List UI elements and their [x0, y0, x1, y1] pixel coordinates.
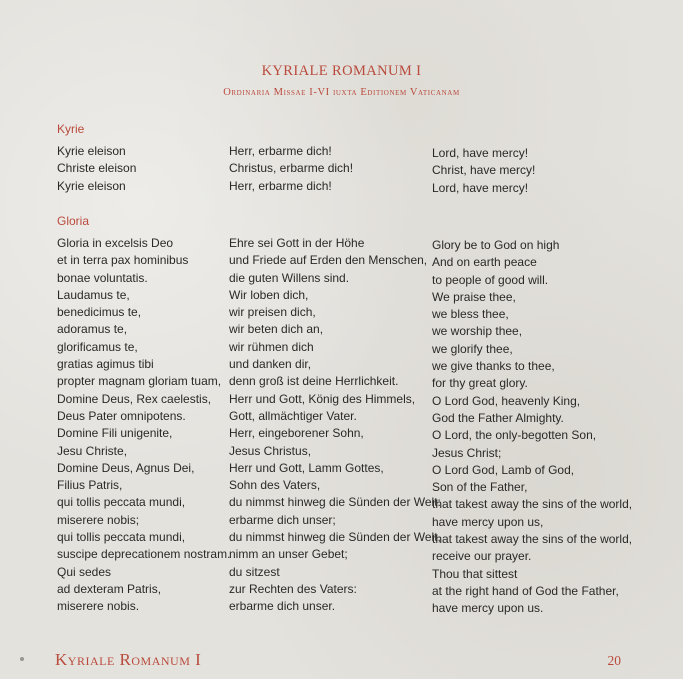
text-line: wir rühmen dich [229, 339, 314, 354]
text-line: And on earth peace [432, 255, 537, 270]
gloria-heading: Gloria [57, 214, 90, 228]
text-line: O Lord God, heavenly King, [432, 393, 581, 408]
text-line: die guten Willens sind. [229, 270, 350, 285]
text-line: that takest away the sins of the world, [432, 497, 633, 512]
text-line: Filius Patris, [57, 478, 123, 493]
text-line: propter magnam gloriam tuam, [57, 374, 222, 389]
text-line: Qui sedes [57, 564, 112, 579]
kyrie-latin-column [57, 143, 136, 195]
text-line: et in terra pax hominibus [57, 253, 189, 268]
text-line: we glorify thee, [432, 341, 513, 356]
text-line: Domine Deus, Rex caelestis, [57, 391, 212, 406]
text-line: Sohn des Vaters, [229, 478, 321, 493]
text-line: Ehre sei Gott in der Höhe [229, 236, 365, 250]
text-line: denn groß ist deine Herrlichkeit. [229, 374, 399, 389]
text-line: bonae voluntatis. [57, 270, 148, 285]
text-line: du nimmst hinweg die Sünden der Welt: [229, 495, 441, 510]
text-line: gratias agimus tibi [57, 357, 154, 372]
text-line: Wir loben dich, [229, 287, 309, 302]
text-line: O Lord God, Lamb of God, [432, 462, 575, 477]
text-line: Lord, have mercy! [432, 180, 529, 195]
text-line: miserere nobis. [57, 599, 140, 614]
text-line: nimm an unser Gebet; [229, 547, 348, 562]
text-line: adoramus te, [57, 322, 128, 337]
text-line: we bless thee, [432, 307, 509, 322]
text-line: Kyrie eleison [57, 178, 126, 193]
text-line: ad dexteram Patris, [57, 581, 162, 596]
text-line: Deus Pater omnipotens. [57, 408, 186, 423]
text-line: Jesus Christus, [229, 443, 312, 458]
text-line: Herr und Gott, Lamm Gottes, [229, 460, 384, 475]
text-line: Jesu Christe, [57, 443, 128, 458]
text-line: to people of good will. [432, 272, 549, 287]
text-line: have mercy upon us. [432, 601, 544, 616]
page-subtitle: Ordinaria Missae I-VI iuxta Editionem Vaticanam [223, 87, 460, 98]
text-line: zur Rechten des Vaters: [229, 581, 357, 596]
gloria-latin-column [57, 235, 230, 616]
text-line: receive our prayer. [432, 549, 532, 564]
text-line: du nimmst hinweg die Sünden der Welt, [229, 530, 441, 545]
text-line: Christ, have mercy! [432, 163, 536, 178]
text-line: O Lord, the only-begotten Son, [432, 428, 597, 443]
text-line: have mercy upon us, [432, 514, 544, 529]
text-line: qui tollis peccata mundi, [57, 495, 186, 510]
text-line: Herr, erbarme dich! [229, 178, 332, 193]
gloria-german-column [229, 235, 441, 616]
text-line: und danken dir, [229, 357, 312, 372]
text-line: we worship thee, [432, 324, 523, 339]
text-line: wir beten dich an, [229, 322, 324, 337]
kyrie-heading: Kyrie [57, 122, 85, 136]
gloria-english-column [432, 237, 632, 618]
text-line: benedicimus te, [57, 305, 142, 320]
text-line: God the Father Almighty. [432, 410, 564, 425]
text-line: Christe eleison [57, 161, 137, 176]
text-line: Christus, erbarme dich! [229, 161, 354, 176]
text-line: qui tollis peccata mundi, [57, 530, 186, 545]
text-line: Kyrie eleison [57, 144, 126, 158]
kyrie-german-column [229, 143, 353, 195]
text-line: wir preisen dich, [229, 305, 316, 320]
text-line: erbarme dich unser. [229, 599, 336, 614]
margin-dot [20, 657, 24, 661]
text-line: Gott, allmächtiger Vater. [229, 408, 357, 423]
text-line: glorificamus te, [57, 339, 138, 354]
text-line: Gloria in excelsis Deo [57, 236, 174, 250]
text-line: Domine Deus, Agnus Dei, [57, 460, 195, 475]
text-line: Laudamus te, [57, 287, 130, 302]
text-line: Domine Fili unigenite, [57, 426, 173, 441]
text-line: und Friede auf Erden den Menschen, [229, 253, 428, 268]
text-line: Herr, eingeborener Sohn, [229, 426, 364, 441]
text-line: for thy great glory. [432, 376, 528, 391]
text-line: Lord, have mercy! [432, 146, 529, 160]
text-line: that takest away the sins of the world, [432, 532, 633, 547]
text-line: Thou that sittest [432, 566, 518, 581]
kyrie-english-column [432, 145, 535, 197]
text-line: we give thanks to thee, [432, 359, 555, 374]
text-line: Son of the Father, [432, 480, 528, 495]
text-line: miserere nobis; [57, 512, 140, 527]
text-line: suscipe deprecationem nostram. [57, 547, 231, 562]
page-number: 20 [607, 653, 621, 668]
footer-title: Kyriale Romanum I [55, 650, 202, 669]
text-line: Herr, erbarme dich! [229, 144, 332, 158]
text-line: Glory be to God on high [432, 238, 560, 252]
text-line: erbarme dich unser; [229, 512, 336, 527]
text-line: at the right hand of God the Father, [432, 583, 619, 598]
text-line: du sitzest [229, 564, 280, 579]
page-title: KYRIALE ROMANUM I [261, 63, 422, 79]
text-line: Herr und Gott, König des Himmels, [229, 391, 416, 406]
text-line: Jesus Christ; [432, 445, 502, 460]
text-line: We praise thee, [432, 289, 516, 304]
